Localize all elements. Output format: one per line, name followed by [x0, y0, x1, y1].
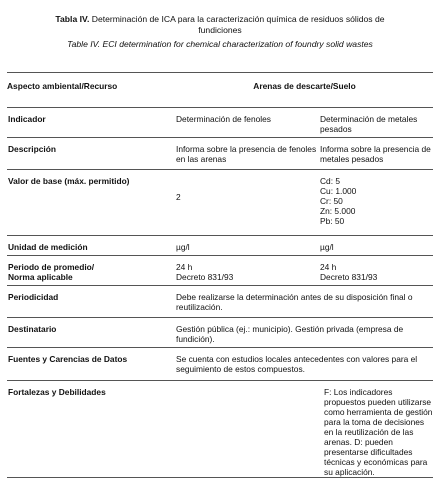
cell-line: 24 h — [176, 262, 193, 272]
row-label: Indicador — [7, 108, 176, 138]
caption-text: Determinación de ICA para la caracterización química de residuos sólidos de fundiciones — [91, 14, 385, 35]
cell: µg/l — [176, 236, 320, 256]
cell: Debe realizarse la determinación antes de su disposición final o reutilización. — [176, 286, 433, 318]
table-row — [7, 286, 433, 318]
table-caption — [0, 0, 440, 36]
table-row — [7, 381, 433, 478]
metal-limit: Pb: 50 — [320, 216, 345, 226]
cell: Se cuenta con estudios locales antecedentes con valores para el seguimiento de estos compuestos. — [176, 348, 433, 381]
cell — [176, 256, 320, 286]
ica-table — [7, 72, 433, 478]
caption-label: Tabla IV. — [55, 14, 90, 24]
table-row — [7, 236, 433, 256]
header-aspect: Aspecto ambiental/Recurso — [7, 73, 176, 108]
table-row — [7, 256, 433, 286]
row-label: Unidad de medición — [7, 236, 176, 256]
metal-limit: Cr: 50 — [320, 196, 343, 206]
table-row — [7, 318, 433, 348]
metal-limit: Cd: 5 — [320, 176, 341, 186]
cell — [320, 256, 433, 286]
row-label: Fortalezas y Debilidades — [7, 381, 176, 478]
table-caption-english: Table IV. ECI determination for chemical characterization of foundry solid wastes — [67, 39, 373, 49]
cell: 2 — [176, 170, 320, 236]
cell-line: Decreto 831/93 — [320, 272, 378, 282]
table-row — [7, 138, 433, 170]
cell: F: Los indicadores propuestos pueden utilizarse como herramienta de gestión para la toma de decisiones en la reutilización de las arenas. D: pueden presentarse dificultades técnicas y económicas para su aplicación. — [176, 381, 433, 478]
cell-line: Decreto 831/93 — [176, 272, 234, 282]
row-label: Fuentes y Carencias de Datos — [7, 348, 176, 381]
row-label: Descripción — [7, 138, 176, 170]
table-row — [7, 348, 433, 381]
metal-limit: Cu: 1.000 — [320, 186, 357, 196]
header-resource: Arenas de descarte/Suelo — [176, 73, 433, 108]
cell: µg/l — [320, 236, 433, 256]
row-label-line: Norma aplicable — [8, 272, 73, 282]
row-label-line: Periodo de promedio/ — [8, 262, 95, 272]
cell-line: 24 h — [320, 262, 337, 272]
cell: Determinación de metales pesados — [320, 108, 433, 138]
row-label: Valor de base (máx. permitido) — [7, 170, 176, 236]
row-label: Destinatario — [7, 318, 176, 348]
row-label: Periodicidad — [7, 286, 176, 318]
cell: Informa sobre la presencia de fenoles en las arenas — [176, 138, 320, 170]
cell: Gestión pública (ej.: municipio). Gestión privada (empresa de fundición). — [176, 318, 433, 348]
cell: Informa sobre la presencia de metales pesados — [320, 138, 433, 170]
cell: Determinación de fenoles — [176, 108, 320, 138]
table-row — [7, 108, 433, 138]
table-header-row — [7, 73, 433, 108]
row-label — [7, 256, 176, 286]
table-row — [7, 170, 433, 236]
metal-limit: Zn: 5.000 — [320, 206, 356, 216]
cell-metal-limits — [320, 170, 433, 236]
